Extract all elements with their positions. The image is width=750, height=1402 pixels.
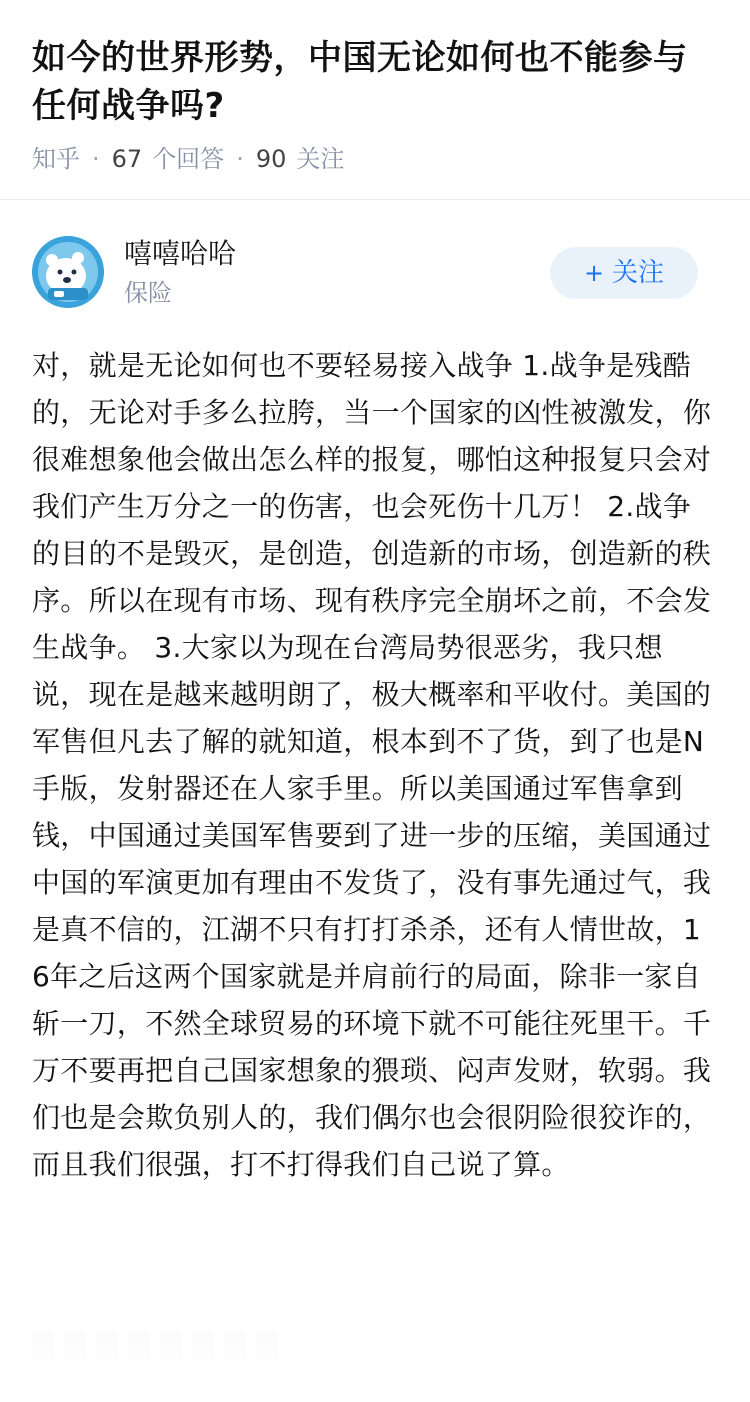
- follow-button[interactable]: [550, 247, 698, 299]
- author-row: [32, 200, 718, 320]
- bottom-fade: [0, 1318, 750, 1402]
- source-label[interactable]: 知乎: [32, 145, 80, 173]
- polar-bear-avatar-icon[interactable]: [32, 236, 104, 308]
- plus-icon: +: [583, 259, 605, 287]
- meta-separator: ·: [236, 145, 244, 173]
- author-tag: 保险: [124, 279, 172, 307]
- answer-count-label: 个回答: [152, 145, 225, 173]
- follow-label: 关注: [612, 258, 665, 288]
- answer-card: [0, 200, 750, 1188]
- question-meta: [32, 142, 718, 176]
- answer-count: 67: [111, 145, 143, 173]
- follower-count-label: 关注: [296, 145, 345, 173]
- meta-separator: ·: [92, 145, 100, 173]
- author-name[interactable]: 嘻嘻哈哈: [124, 237, 237, 270]
- question-title[interactable]: 如今的世界形势，中国无论如何也不能参与任何战争吗?: [32, 38, 688, 126]
- follower-count: 90: [255, 145, 287, 173]
- question-header: [0, 0, 750, 200]
- answer-body: 对，就是无论如何也不要轻易接入战争 1.战争是残酷的，无论对手多么拉胯，当一个国家的凶性被激发，你很难想象他会做出怎么样的报复，哪怕这种报复只会对我们产生万分之一的伤害，也会死伤十几万！ 2.战争的目的不是毁灭，是创造，创造新的市场，创造新的秩序。所以在现有市场、现有秩序完全崩坏之前，不会发生战争。 3.大家以为现在台湾局势很恶劣，我只想说，现在是越来越明朗了，极大概率和平收付。美国的军售但凡去了解的就知道，根本到不了货，到了也是N手版，发射器还在人家手里。所以美国通过军售拿到钱，中国通过美国军售要到了进一步的压缩，美国通过中国的军演更加有理由不发货了，没有事先通过气，我是真不信的，江湖不只有打打杀杀，还有人情世故，16年之后这两个国家就是并肩前行的局面，除非一家自斩一刀，不然全球贸易的环境下就不可能往死里干。千万不要再把自己国家想象的猥琐、闷声发财，软弱。我们也是会欺负别人的，我们偶尔也会很阴险很狡诈的，而且我们很强，打不打得我们自己说了算。: [32, 349, 712, 1181]
